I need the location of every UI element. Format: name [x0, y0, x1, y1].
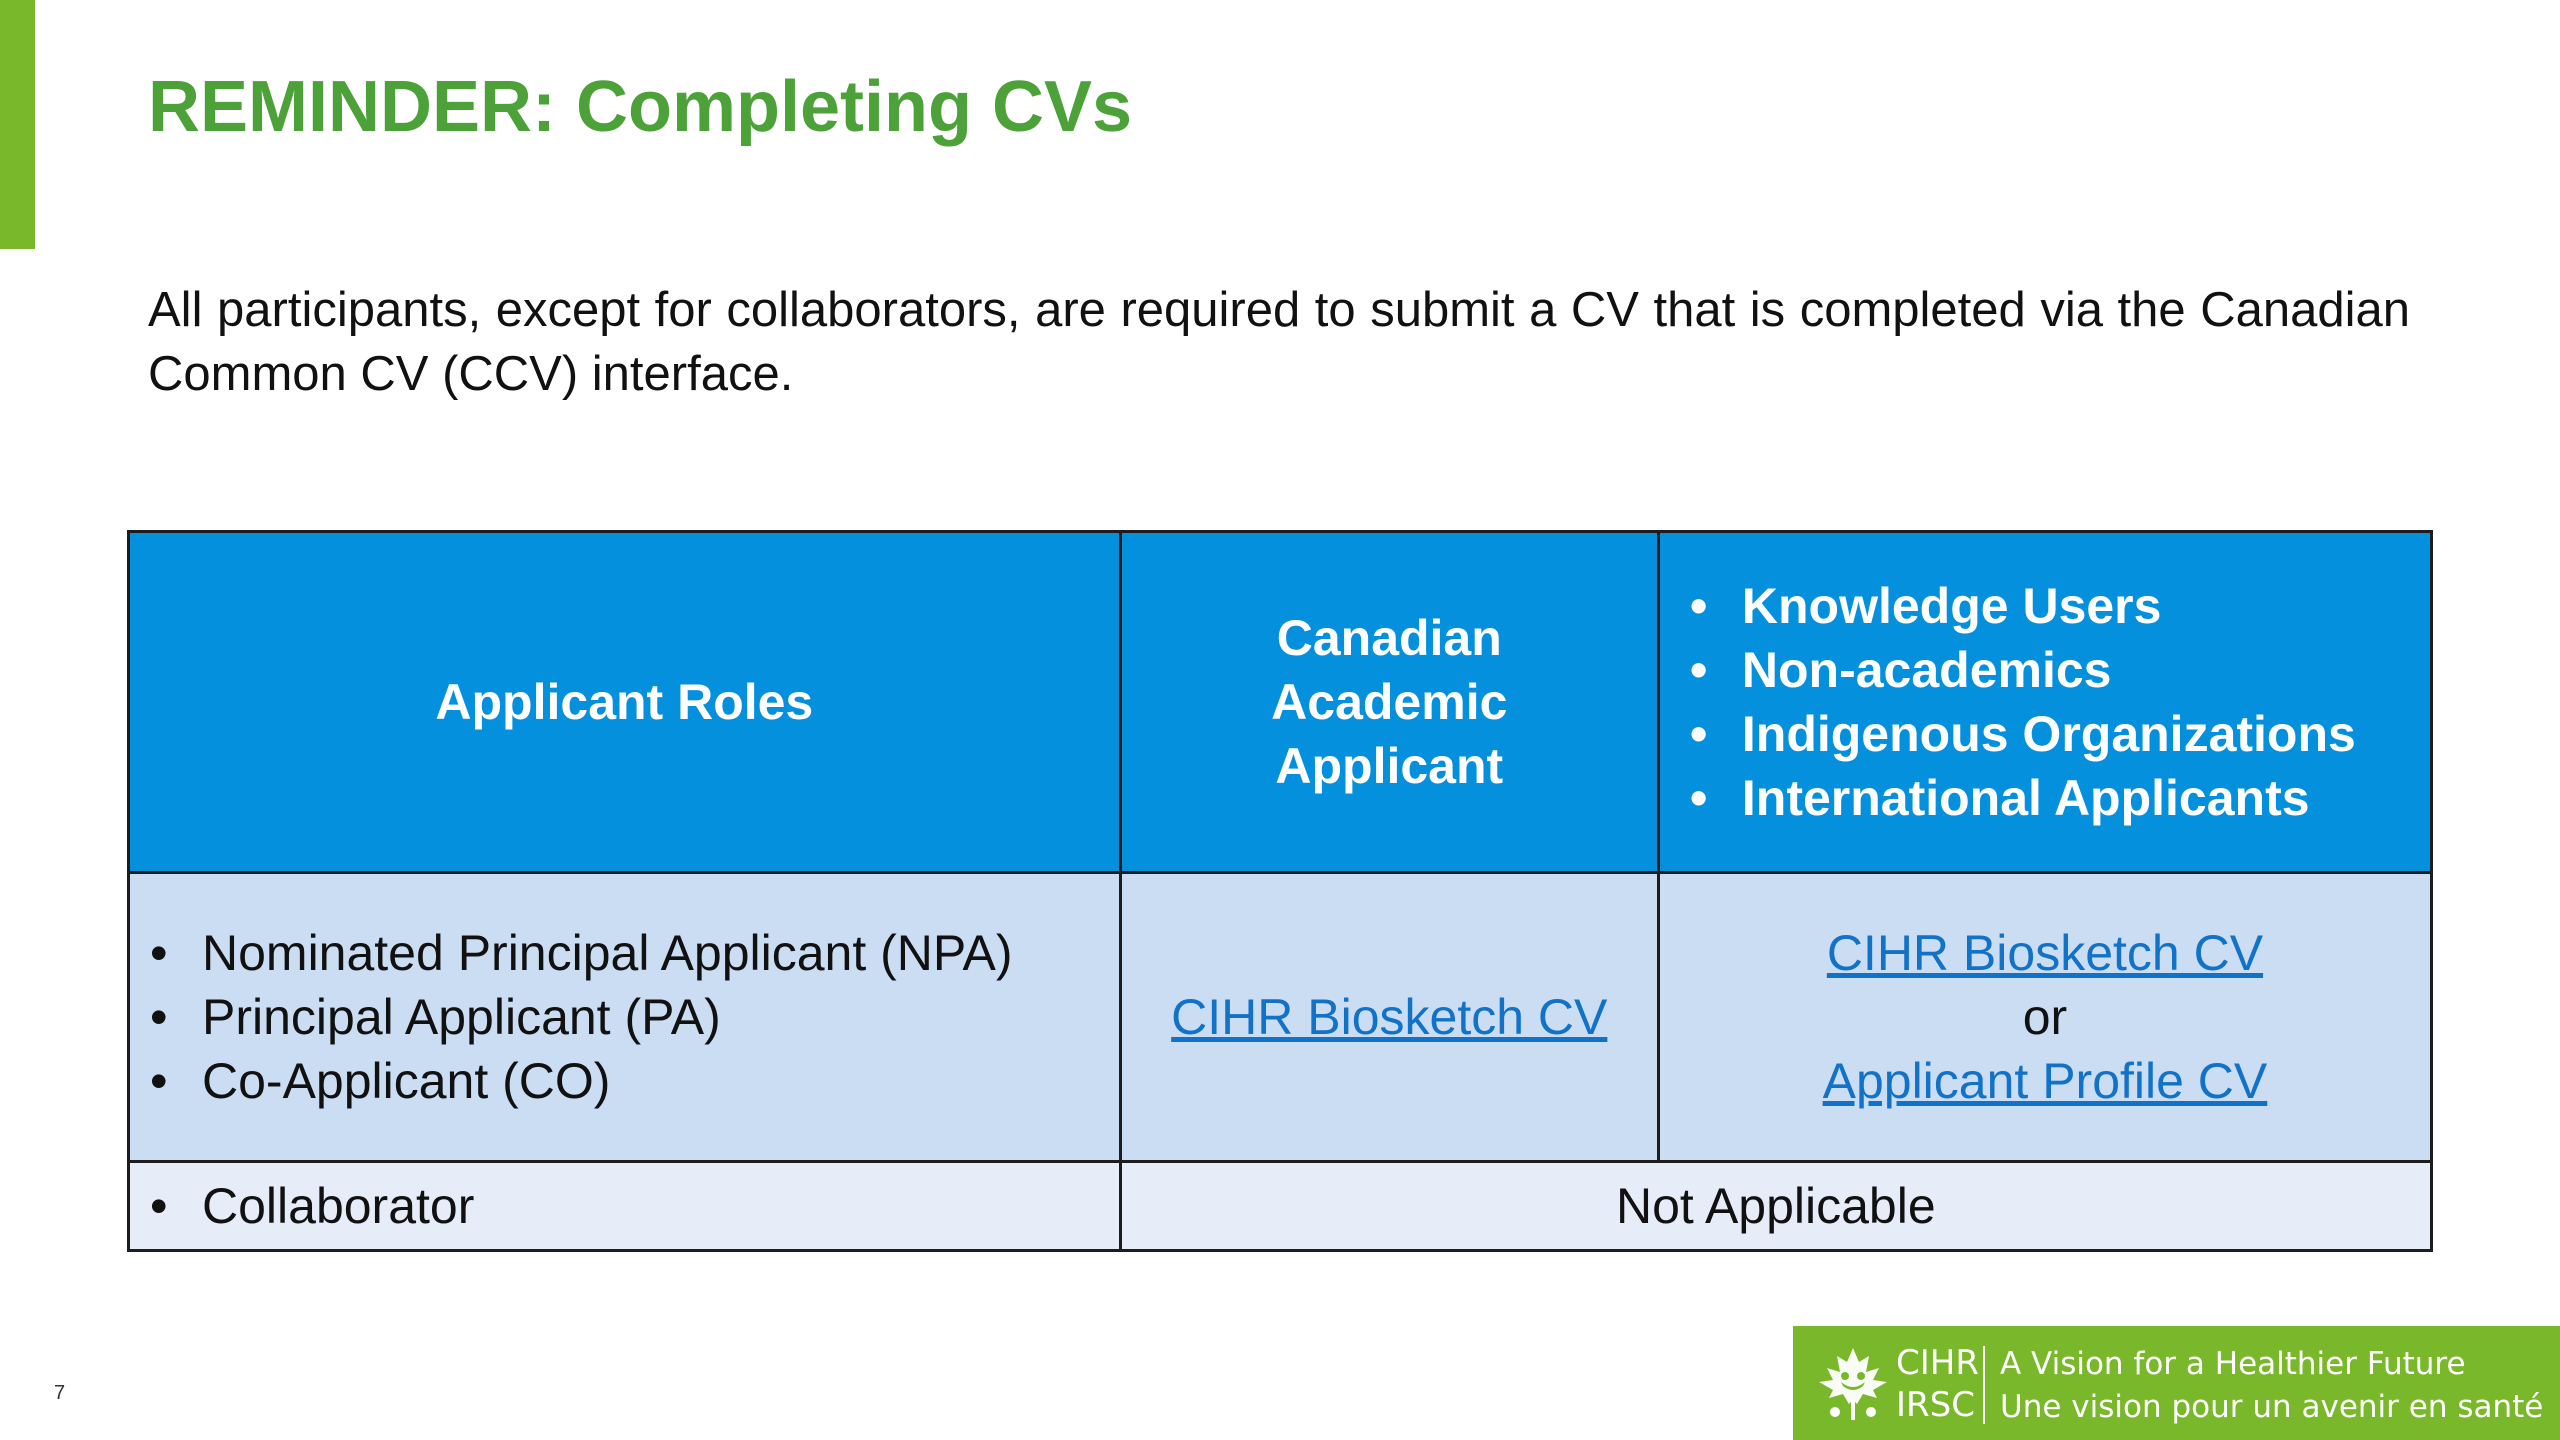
- header-other-item: • Knowledge Users: [1680, 574, 2430, 638]
- role-item: • Co-Applicant (CO): [140, 1049, 1119, 1113]
- header-other-applicants: [1658, 532, 2431, 873]
- bullet-icon: •: [150, 989, 168, 1045]
- footer-acronyms: [1896, 1342, 1979, 1426]
- bullet-icon: •: [150, 925, 168, 981]
- cell-academic-cv: [1120, 873, 1658, 1162]
- header-other-item: • Indigenous Organizations: [1680, 702, 2430, 766]
- intro-paragraph: All participants, except for collaborators, are required to submit a CV that is completed via the Canadian Common CV (CCV) interface.: [148, 283, 2410, 401]
- bullet-icon: •: [1689, 706, 1708, 762]
- cell-collaborator-role: [129, 1162, 1121, 1251]
- bullet-icon: •: [150, 1053, 168, 1109]
- footer-divider: [1983, 1346, 1985, 1424]
- bullet-icon: •: [150, 1178, 168, 1234]
- footer-logo-band: [1793, 1326, 2560, 1440]
- header-other-item: • International Applicants: [1680, 766, 2430, 830]
- role-item: • Principal Applicant (PA): [140, 985, 1119, 1049]
- applicant-profile-cv-link[interactable]: Applicant Profile CV: [1822, 1053, 2268, 1109]
- role-list: [130, 1174, 1119, 1238]
- header-canadian-academic-applicant: [1120, 532, 1658, 873]
- header-other-list: [1660, 574, 2430, 830]
- role-item: • Collaborator: [140, 1174, 1119, 1238]
- table-row-applicants: [129, 873, 2432, 1162]
- header-academic-line: Academic: [1271, 674, 1508, 730]
- header-academic-line: Applicant: [1275, 738, 1504, 794]
- table-header-row: [129, 532, 2432, 873]
- left-accent-bar: [0, 0, 35, 249]
- table-row-collaborator: [129, 1162, 2432, 1251]
- cihr-biosketch-cv-link[interactable]: CIHR Biosketch CV: [1171, 989, 1608, 1045]
- cell-other-cv: [1658, 873, 2431, 1162]
- maple-leaf-people-icon: [1813, 1346, 1893, 1424]
- header-academic-line: Canadian: [1276, 610, 1502, 666]
- tagline-en: A Vision for a Healthier Future: [2000, 1346, 2466, 1382]
- acronym-fr: IRSC: [1896, 1385, 1975, 1425]
- or-text: or: [2022, 989, 2068, 1045]
- acronym-en: CIHR: [1896, 1343, 1979, 1383]
- footer-taglines: [2000, 1343, 2543, 1429]
- role-item: • Nominated Principal Applicant (NPA): [140, 921, 1119, 985]
- role-list: [130, 921, 1119, 1113]
- tagline-fr: Une vision pour un avenir en santé: [2000, 1389, 2544, 1425]
- cell-applicant-roles: [129, 873, 1121, 1162]
- page-number: 7: [54, 1382, 66, 1404]
- header-other-item: • Non-academics: [1680, 638, 2430, 702]
- bullet-icon: •: [1689, 578, 1708, 634]
- header-applicant-roles: Applicant Roles: [129, 532, 1121, 873]
- bullet-icon: •: [1689, 770, 1708, 826]
- cell-not-applicable: Not Applicable: [1120, 1162, 2431, 1251]
- cihr-biosketch-cv-link[interactable]: CIHR Biosketch CV: [1826, 925, 2264, 981]
- slide-title: REMINDER: Completing CVs: [148, 67, 1133, 147]
- cv-requirements-table: [127, 530, 2433, 1252]
- bullet-icon: •: [1689, 642, 1708, 698]
